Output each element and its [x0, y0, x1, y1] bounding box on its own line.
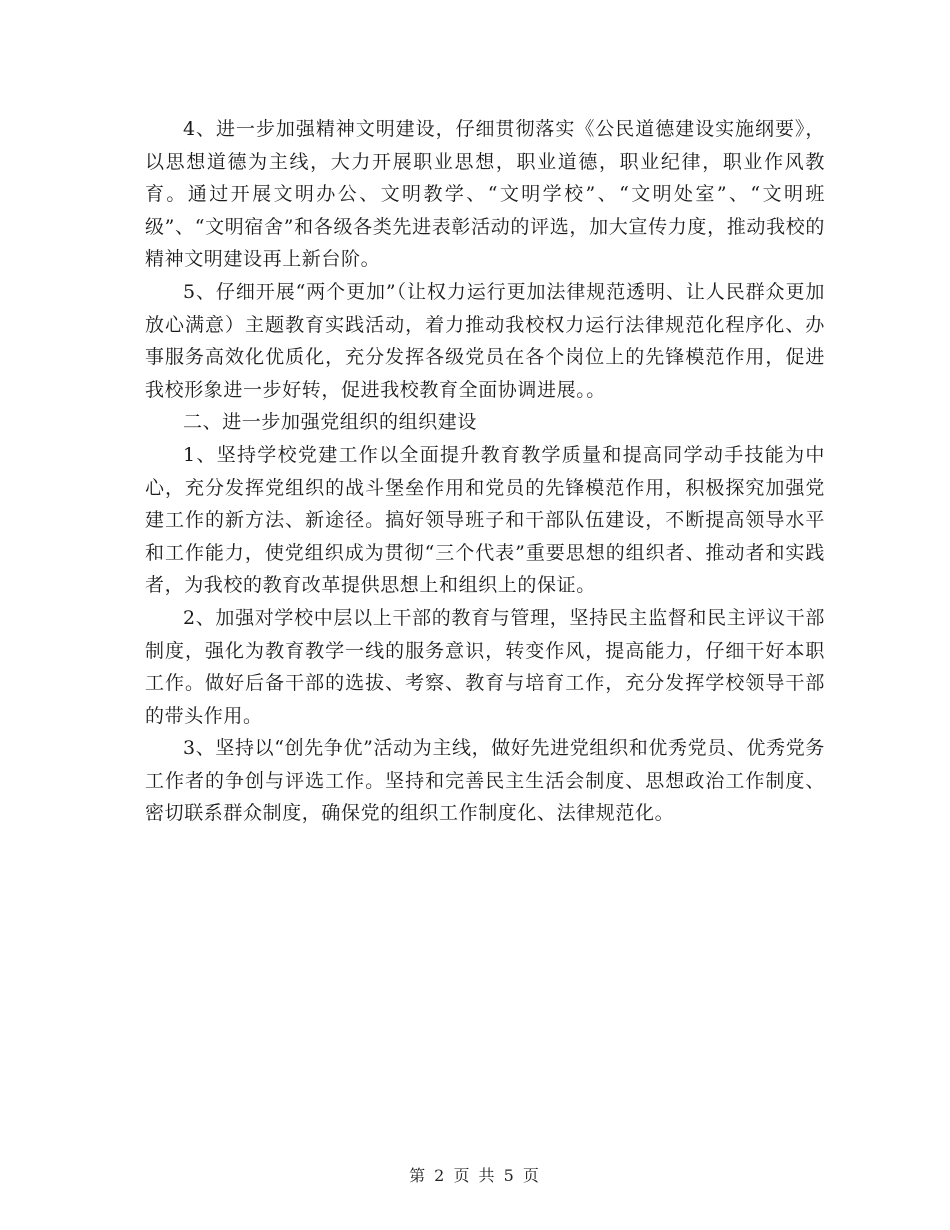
paragraph-item-3: 3、坚持以“创先争优”活动为主线，做好先进党组织和优秀党员、优秀党务工作者的争创与评选工作。坚持和完善民主生活会制度、思想政治工作制度、密切联系群众制度，确保党的组织工作制度化、法律规范化。: [145, 737, 825, 825]
paragraph-item-4: 4、进一步加强精神文明建设，仔细贯彻落实《公民道德建设实施纲要》，以思想道德为主线，大力开展职业思想，职业道德，职业纪律，职业作风教育。通过开展文明办公、文明教学、“文明学校”、“文明处室”、“文明班级”、“文明宿舍”和各级各类先进表彰活动的评选，加大宣传力度，推动我校的精神文明建设再上新台阶。: [145, 118, 825, 271]
section-heading: 二、进一步加强党组织的组织建设: [183, 411, 478, 434]
paragraph-item-1: 1、坚持学校党建工作以全面提升教育教学质量和提高同学动手技能为中心，充分发挥党组织的战斗堡垒作用和党员的先锋模范作用，积极探究加强党建工作的新方法、新途径。搞好领导班子和干部队伍建设，不断提高领导水平和工作能力，使党组织成为贯彻“三个代表”重要思想的组织者、推动者和实践者，为我校的教育改革提供思想上和组织上的保证。: [145, 443, 825, 597]
page-number-footer: 第 2 页 共 5 页: [409, 1166, 541, 1185]
paragraph-item-2: 2、加强对学校中层以上干部的教育与管理，坚持民主监督和民主评议干部制度，强化为教育教学一线的服务意识，转变作风，提高能力，仔细干好本职工作。做好后备干部的选拔、考察、教育与培育工作，充分发挥学校领导干部的带头作用。: [145, 606, 825, 727]
paragraph-item-5: 5、仔细开展“两个更加”（让权力运行更加法律规范透明、让人民群众更加放心满意）主题教育实践活动，着力推动我校权力运行法律规范化程序化、办事服务高效化优质化，充分发挥各级党员在各个岗位上的先锋模范作用，促进我校形象进一步好转，促进我校教育全面协调进展。。: [145, 280, 825, 401]
document-body: [145, 113, 825, 830]
